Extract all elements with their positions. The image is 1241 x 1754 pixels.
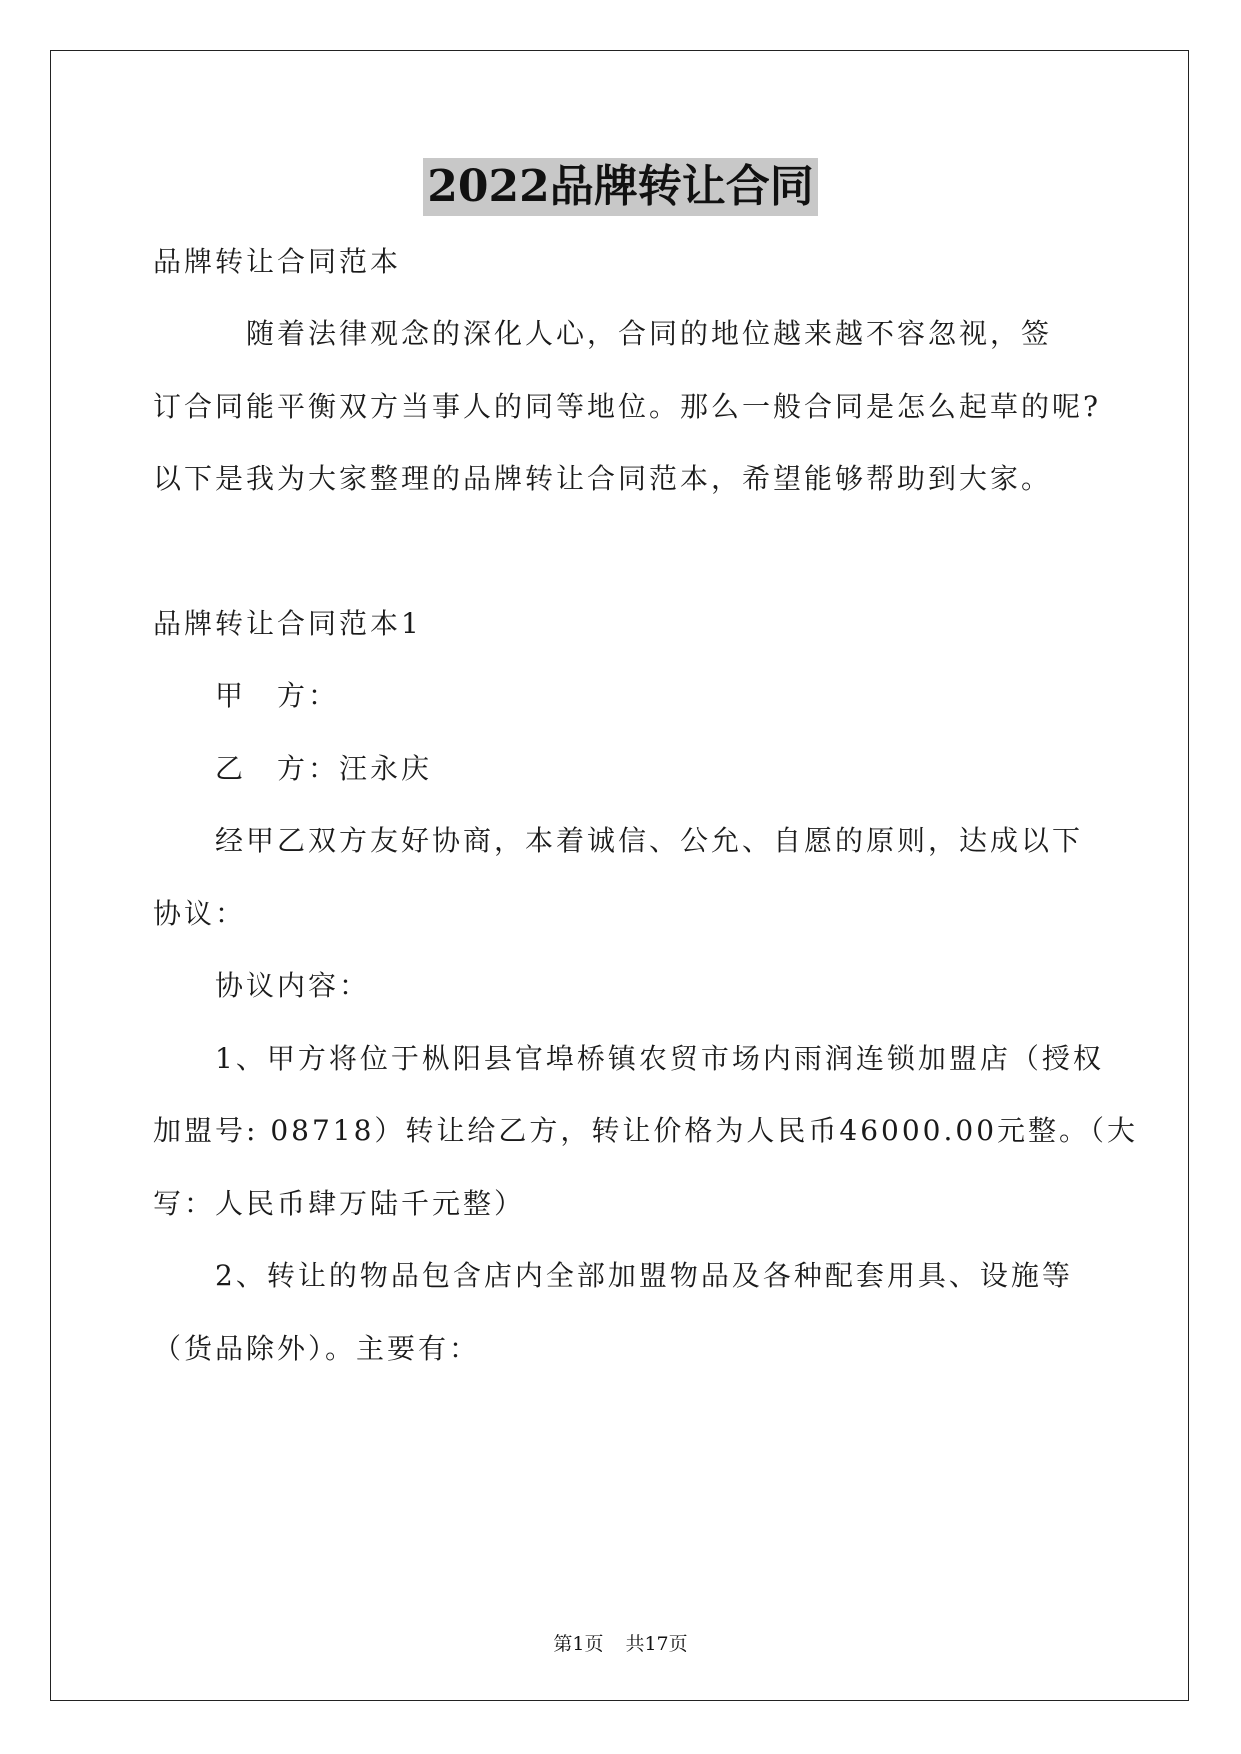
page-total: 共17页	[625, 1633, 688, 1655]
paragraph-line: 以下是我为大家整理的品牌转让合同范本，希望能够帮助到大家。	[153, 462, 1053, 495]
paragraph-line: 1、甲方将位于枞阳县官埠桥镇农贸市场内雨润连锁加盟店（授权	[153, 1042, 1104, 1075]
paragraph-line: 2、转让的物品包含店内全部加盟物品及各种配套用具、设施等	[153, 1259, 1073, 1292]
paragraph-line: 随着法律观念的深化人心，合同的地位越来越不容忽视，签	[153, 317, 1053, 350]
subtitle-line: 品牌转让合同范本	[153, 245, 402, 278]
page-number: 第1页	[553, 1633, 604, 1655]
party-a-line: 甲 方：	[153, 679, 340, 712]
paragraph-line: 写：人民币肆万陆千元整）	[153, 1187, 526, 1220]
paragraph-line: 协议内容：	[153, 969, 371, 1002]
section-heading: 品牌转让合同范本1	[153, 607, 422, 640]
paragraph-line: 协议：	[153, 897, 247, 930]
party-b-line: 乙 方：汪永庆	[153, 752, 433, 785]
page-border	[50, 50, 1189, 1701]
paragraph-line: 经甲乙双方友好协商，本着诚信、公允、自愿的原则，达成以下	[153, 824, 1084, 857]
paragraph-line: 订合同能平衡双方当事人的同等地位。那么一般合同是怎么起草的呢?	[153, 390, 1102, 423]
paragraph-line: 加盟号: 08718）转让给乙方，转让价格为人民币46000.00元整。（大	[153, 1114, 1139, 1147]
title-container	[0, 158, 1241, 216]
document-title: 2022品牌转让合同	[423, 158, 817, 216]
page-footer	[0, 1632, 1241, 1656]
paragraph-line: （货品除外）。主要有：	[153, 1332, 481, 1365]
